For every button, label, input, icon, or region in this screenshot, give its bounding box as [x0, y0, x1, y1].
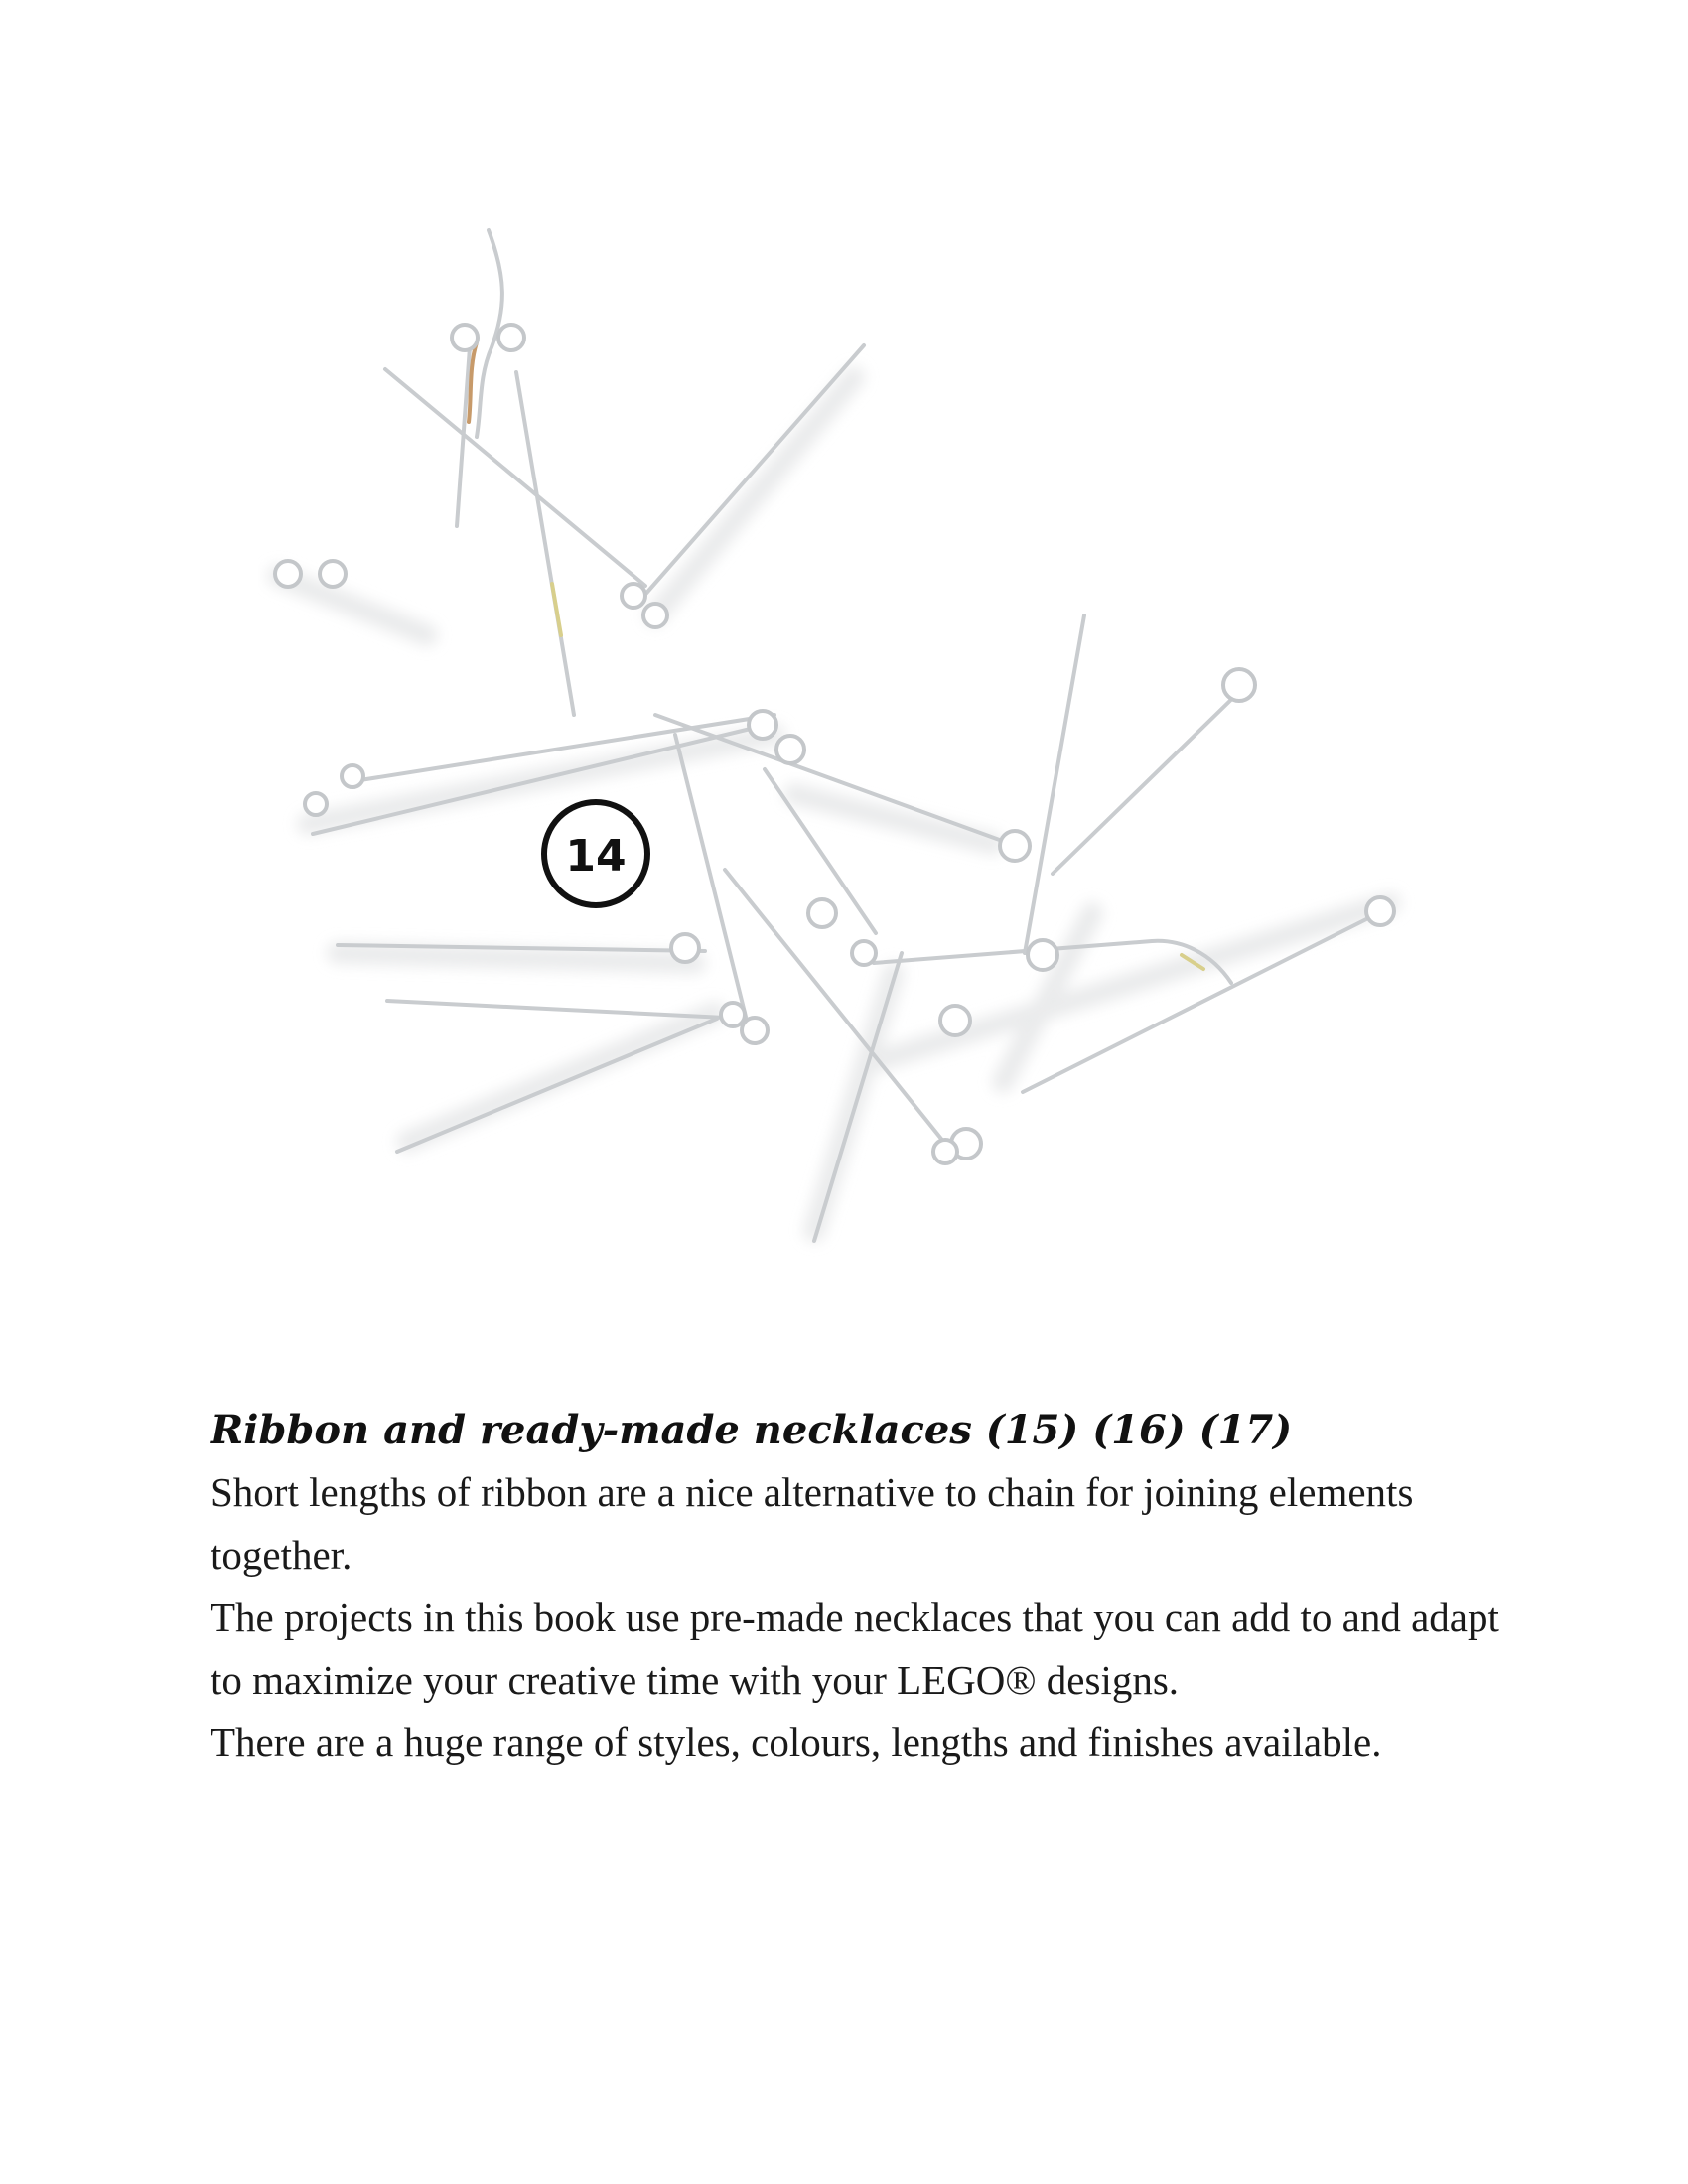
eye-pins-icon	[258, 199, 1450, 1310]
illustration-label	[544, 802, 647, 905]
section-heading: Ribbon and ready-made necklaces (15) (16) (17)	[211, 1407, 1293, 1453]
label-number: 14	[565, 831, 627, 882]
paragraph-range: There are a huge range of styles, colours, lengths and finishes available.	[211, 1719, 1382, 1765]
paragraph-ribbon: Short lengths of ribbon are a nice alternative to chain for joining elements together.	[211, 1469, 1414, 1577]
eye-pins-illustration	[258, 199, 1450, 1310]
paragraph-necklaces: The projects in this book use pre-made necklaces that you can add to and adapt to maximize your creative time with your LEGO® designs.	[211, 1594, 1499, 1703]
text-section	[211, 1400, 1521, 1774]
